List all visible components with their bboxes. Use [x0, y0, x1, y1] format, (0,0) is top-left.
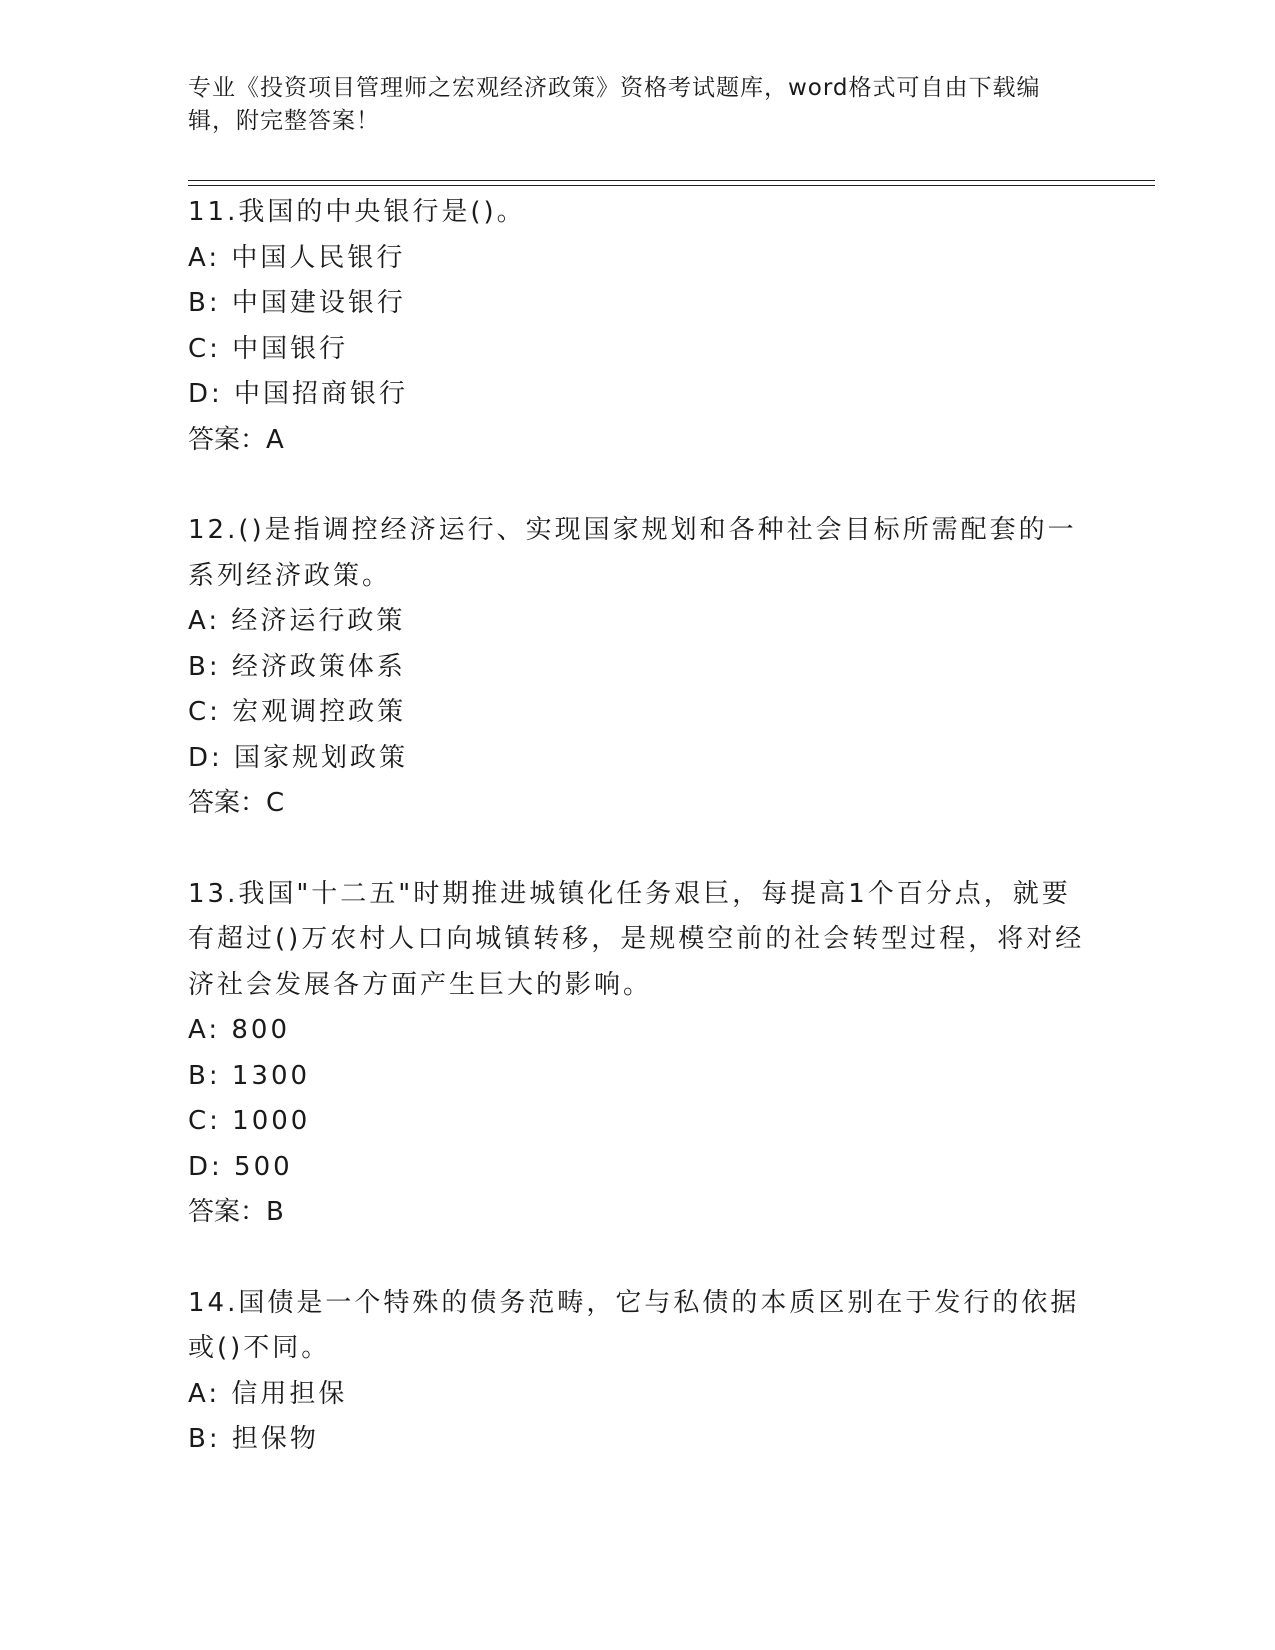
- option-c: C: 1000: [188, 1106, 311, 1136]
- option-a: A: 信用担保: [188, 1378, 348, 1409]
- header-divider-bottom: [188, 185, 1155, 186]
- answer-line: 答案：A: [188, 424, 284, 455]
- answer-line: 答案：C: [188, 788, 285, 818]
- question-stem: 11.我国的中央银行是()。: [188, 197, 526, 227]
- question-11: [188, 190, 1088, 463]
- question-stem: 12.()是指调控经济运行、实现国家规划和各种社会目标所需配套的一系列经济政策。: [188, 515, 1077, 591]
- option-b: B: 担保物: [188, 1424, 319, 1454]
- option-c: C: 宏观调控政策: [188, 697, 407, 727]
- question-stem: 14.国债是一个特殊的债务范畴，它与私债的本质区别在于发行的依据或()不同。: [188, 1287, 1080, 1363]
- option-c: C: 中国银行: [188, 333, 349, 364]
- question-14: [188, 1281, 1088, 1463]
- option-a: A: 800: [188, 1015, 290, 1045]
- option-b: B: 中国建设银行: [188, 288, 406, 318]
- answer-line: 答案：B: [188, 1197, 284, 1227]
- option-b: B: 1300: [188, 1060, 311, 1091]
- option-b: B: 经济政策体系: [188, 651, 406, 682]
- option-d: D: 国家规划政策: [188, 742, 409, 773]
- option-a: A: 中国人民银行: [188, 242, 406, 273]
- header-divider-top: [188, 180, 1155, 181]
- document-header: 专业《投资项目管理师之宏观经济政策》资格考试题库，word格式可自由下载编辑，附完整答案！: [188, 75, 1041, 134]
- question-list: [188, 190, 1088, 1508]
- question-stem: 13.我国"十二五"时期推进城镇化任务艰巨，每提高1个百分点，就要有超过()万农村人口向城镇转移，是规模空前的社会转型过程，将对经济社会发展各方面产生巨大的影响。: [188, 878, 1085, 1000]
- option-a: A: 经济运行政策: [188, 606, 406, 636]
- option-d: D: 中国招商银行: [188, 379, 409, 409]
- option-d: D: 500: [188, 1151, 293, 1182]
- question-12: [188, 508, 1088, 827]
- question-13: [188, 872, 1088, 1236]
